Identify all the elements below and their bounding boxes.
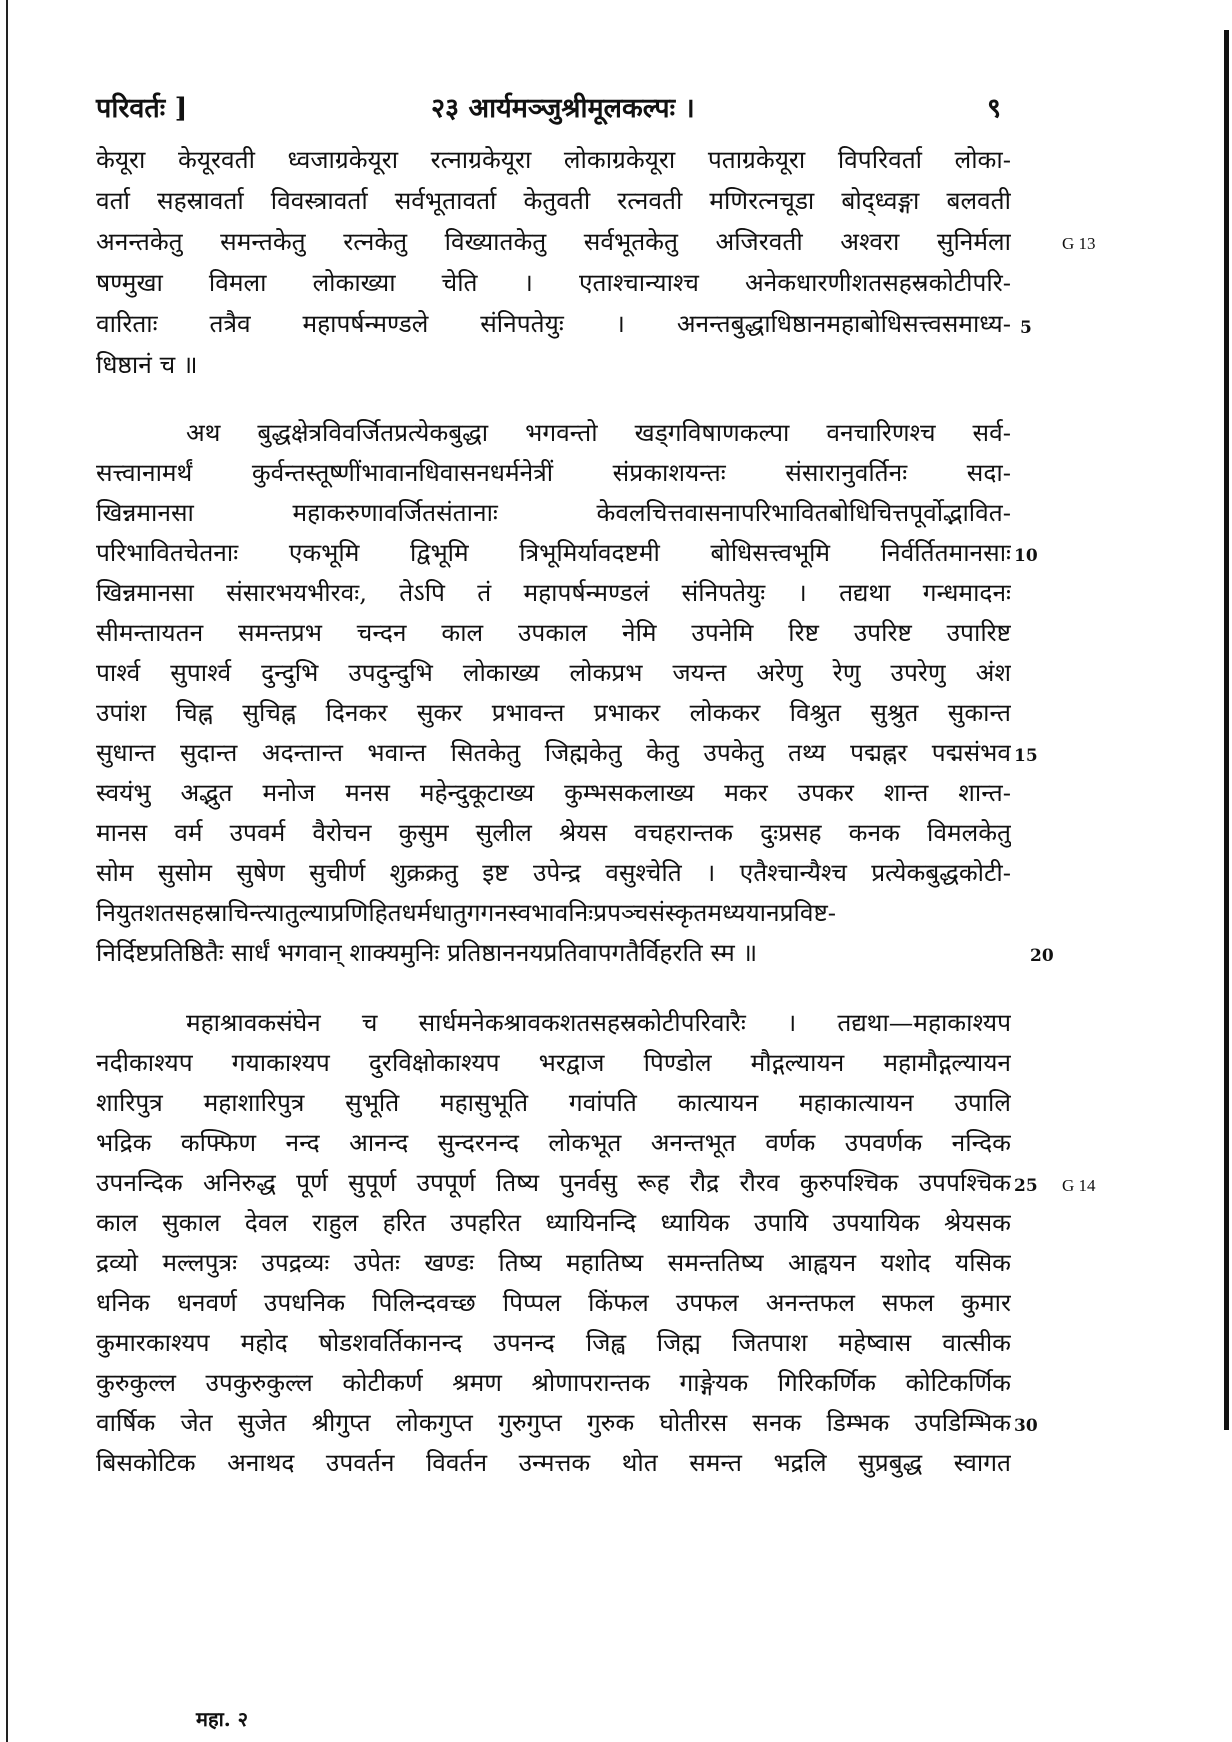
margin-ref-g14: G 14 bbox=[1062, 1176, 1096, 1195]
text-line: केयूरा केयूरवती ध्वजाग्रकेयूरा रत्नाग्रकेयूरा लोकाग्रकेयूरा पताग्रकेयूरा विपरिवर्ता लोका- bbox=[96, 145, 1011, 174]
text-line: खिन्नमानसा संसारभयभीरवः, तेऽपि तं महापर्षन्मण्डलं संनिपतेयुः । तद्यथा गन्धमादनः bbox=[96, 578, 1011, 607]
line-number-25: 25 bbox=[1014, 1176, 1038, 1196]
text-line: सोम सुसोम सुषेण सुचीर्ण शुक्रक्रतु इष्ट उपेन्द्र वसुश्चेति । एतैश्चान्यैश्च प्रत्येकबुद्धकोटी- bbox=[96, 858, 1011, 887]
text-line: धनिक धनवर्ण उपधनिक पिलिन्दवच्छ पिप्पल किंफल उपफल अनन्तफल सफल कुमार bbox=[96, 1288, 1011, 1317]
text-line: वार्षिक जेत सुजेत श्रीगुप्त लोकगुप्त गुरुगुप्त गुरुक घोतीरस सनक डिम्भक उपडिम्भिक bbox=[96, 1408, 1011, 1437]
text-line: द्रव्यो मल्लपुत्रः उपद्रव्यः उपेतः खण्डः तिष्य महातिष्य समन्ततिष्य आह्वयन यशोद यसिक bbox=[96, 1248, 1011, 1277]
line-number-10: 10 bbox=[1014, 546, 1038, 566]
text-line: परिभावितचेतनाः एकभूमि द्विभूमि त्रिभूमिर्यावदष्टमी बोधिसत्त्वभूमि निर्वर्तितमानसाः bbox=[96, 538, 1011, 567]
right-page-edge bbox=[1224, 30, 1229, 1430]
line-number-5: 5 bbox=[1020, 318, 1032, 338]
text-line: धिष्ठानं च ॥ bbox=[96, 350, 198, 379]
text-line: सीमन्तायतन समन्तप्रभ चन्दन काल उपकाल नेमि उपनेमि रिष्ट उपरिष्ट उपारिष्ट bbox=[96, 618, 1011, 647]
text-line: कुमारकाश्यप महोद षोडशवर्तिकानन्द उपनन्द जिह्व जिह्म जितपाश महेष्वास वात्सीक bbox=[96, 1328, 1011, 1357]
text-line: बिसकोटिक अनाथद उपवर्तन विवर्तन उन्मत्तक थोत समन्त भद्रलि सुप्रबुद्ध स्वागत bbox=[96, 1448, 1011, 1477]
text-line: खिन्नमानसा महाकरुणावर्जितसंतानाः केवलचित्तवासनापरिभावितबोधिचित्तपूर्वोद्भावित- bbox=[96, 498, 1011, 527]
text-line: नदीकाश्यप गयाकाश्यप दुरविक्षोकाश्यप भरद्वाज पिण्डोल मौद्गल्यायन महामौद्गल्यायन bbox=[96, 1048, 1011, 1077]
line-number-20: 20 bbox=[1030, 946, 1054, 966]
text-line: सत्त्वानामर्थं कुर्वन्तस्तूष्णींभावानधिवासनधर्मनेत्रीं संप्रकाशयन्तः संसारानुवर्तिनः सदा- bbox=[96, 458, 1011, 487]
text-line: सुधान्त सुदान्त अदन्तान्त भवान्त सितकेतु जिह्मकेतु केतु उपकेतु तथ्य पद्मह्नर पद्मसंभव bbox=[96, 738, 1011, 767]
text-line: अथ बुद्धक्षेत्रविवर्जितप्रत्येकबुद्धा भगवन्तो खड्गविषाणकल्पा वनचारिणश्च सर्व- bbox=[186, 418, 1011, 447]
book-title: २३ आर्यमञ्जुश्रीमूलकल्पः । bbox=[431, 93, 695, 124]
text-line: महाश्रावकसंघेन च सार्धमनेकश्रावकशतसहस्रकोटीपरिवारैः । तद्यथा—महाकाश्यप bbox=[186, 1008, 1011, 1037]
margin-ref-g13: G 13 bbox=[1062, 234, 1096, 253]
chapter-label: परिवर्तः ] bbox=[96, 93, 188, 124]
text-line: काल सुकाल देवल राहुल हरित उपहरित ध्यायिनन्दि ध्यायिक उपायि उपयायिक श्रेयसक bbox=[96, 1208, 1011, 1237]
text-line: वारिताः तत्रैव महापर्षन्मण्डले संनिपतेयुः । अनन्तबुद्धाधिष्ठानमहाबोधिसत्त्वसमाध्य- bbox=[96, 309, 1011, 338]
text-line: स्वयंभु अद्भुत मनोज मनस महेन्दुकूटाख्य कुम्भसकलाख्य मकर उपकर शान्त शान्त- bbox=[96, 778, 1011, 807]
line-number-30: 30 bbox=[1014, 1416, 1038, 1436]
line-number-15: 15 bbox=[1014, 746, 1038, 766]
signature-mark: महा. २ bbox=[196, 1707, 249, 1731]
text-line: वर्ता सहस्रावर्ता विवस्त्रावर्ता सर्वभूतावर्ता केतुवती रत्नवती मणिरत्नचूडा बोद्ध्वङ्गा बलवती bbox=[96, 186, 1011, 215]
text-line: भद्रिक कफ्फिण नन्द आनन्द सुन्दरनन्द लोकभूत अनन्तभूत वर्णक उपवर्णक नन्दिक bbox=[96, 1128, 1011, 1157]
text-line: नियुतशतसहस्राचिन्त्यातुल्याप्रणिहितधर्मधातुगगनस्वभावनिःप्रपञ्चसंस्कृतमध्ययानप्रविष्ट- bbox=[96, 898, 837, 927]
text-line: अनन्तकेतु समन्तकेतु रत्नकेतु विख्यातकेतु सर्वभूतकेतु अजिरवती अश्वरा सुनिर्मला bbox=[96, 227, 1011, 256]
running-header bbox=[96, 88, 1011, 128]
text-line: शारिपुत्र महाशारिपुत्र सुभूति महासुभूति गवांपति कात्यायन महाकात्यायन उपालि bbox=[96, 1088, 1011, 1117]
text-line: पार्श्व सुपार्श्व दुन्दुभि उपदुन्दुभि लोकाख्य लोकप्रभ जयन्त अरेणु रेणु उपरेणु अंश bbox=[96, 658, 1011, 687]
text-line: निर्दिष्टप्रतिष्ठितैः सार्धं भगवान् शाक्यमुनिः प्रतिष्ठाननयप्रतिवापगतैर्विहरति स्म ॥ bbox=[96, 938, 758, 967]
left-page-edge bbox=[6, 0, 8, 1742]
text-line: मानस वर्म उपवर्म वैरोचन कुसुम सुलील श्रेयस वचहरान्तक दुःप्रसह कनक विमलकेतु bbox=[96, 818, 1011, 847]
text-line: उपांश चिह्न सुचिह्न दिनकर सुकर प्रभावन्त प्रभाकर लोककर विश्रुत सुश्रुत सुकान्त bbox=[96, 698, 1011, 727]
page-number: ९ bbox=[986, 93, 1001, 124]
text-line: कुरुकुल्ल उपकुरुकुल्ल कोटीकर्ण श्रमण श्रोणापरान्तक गाङ्गेयक गिरिकर्णिक कोटिकर्णिक bbox=[96, 1368, 1011, 1397]
text-line: उपनन्दिक अनिरुद्ध पूर्ण सुपूर्ण उपपूर्ण तिष्य पुनर्वसु रूह रौद्र रौरव कुरुपश्चिक उपपश्चिक bbox=[96, 1168, 1011, 1197]
text-line: षण्मुखा विमला लोकाख्या चेति । एताश्चान्याश्च अनेकधारणीशतसहस्रकोटीपरि- bbox=[96, 268, 1011, 297]
